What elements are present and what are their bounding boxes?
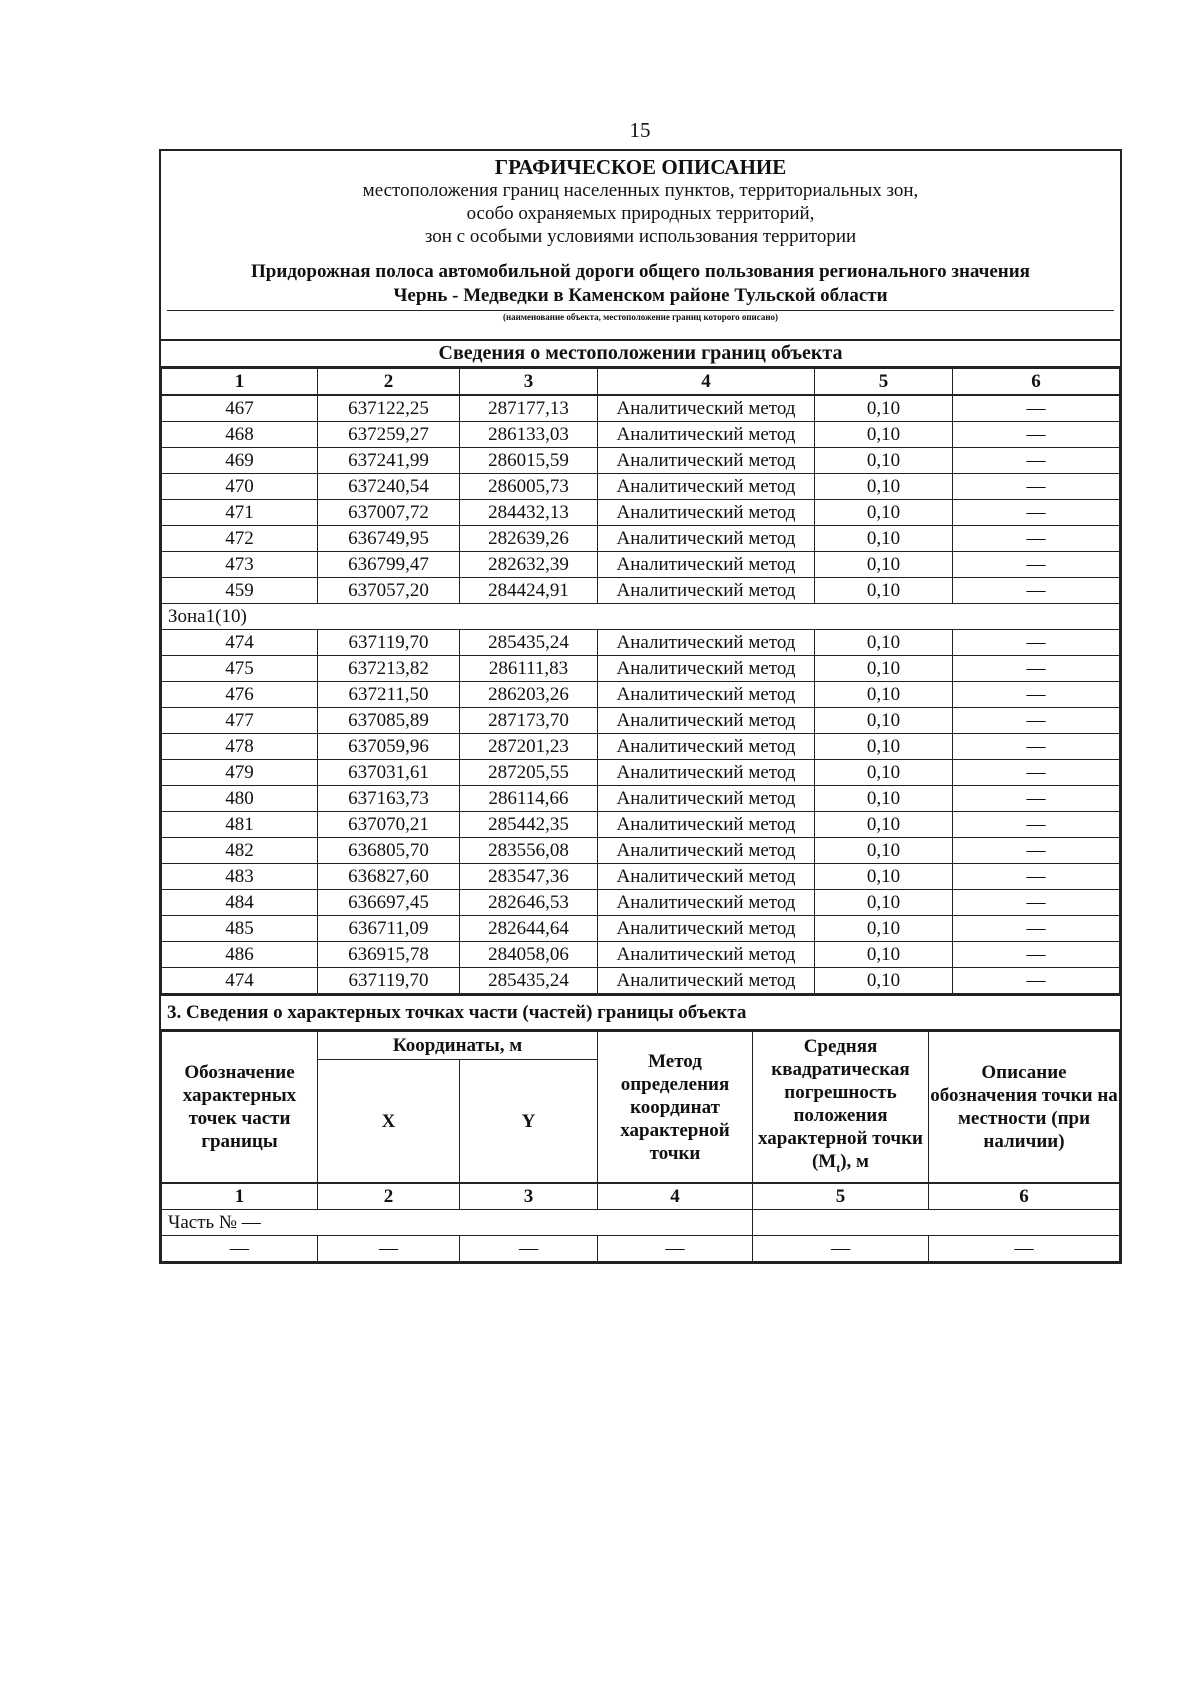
table-row bbox=[162, 630, 1120, 656]
description-cell: — bbox=[953, 500, 1120, 526]
point-number-cell: 478 bbox=[162, 734, 318, 760]
method-header: Метод определения координат характерной точки bbox=[598, 1032, 753, 1184]
method-cell: Аналитический метод bbox=[598, 630, 815, 656]
method-cell: Аналитический метод bbox=[598, 474, 815, 500]
rows-group-a bbox=[162, 395, 1120, 604]
table-row bbox=[162, 422, 1120, 448]
description-cell: — bbox=[953, 474, 1120, 500]
method-cell: Аналитический метод bbox=[598, 708, 815, 734]
subtitle-line-2: особо охраняемых природных территорий, bbox=[466, 203, 815, 224]
x-coordinate-cell: 637240,54 bbox=[318, 474, 460, 500]
x-coordinate-cell: 636827,60 bbox=[318, 864, 460, 890]
point-number-cell: 470 bbox=[162, 474, 318, 500]
y-coordinate-cell: 285442,35 bbox=[460, 812, 598, 838]
method-cell: Аналитический метод bbox=[598, 812, 815, 838]
column-number: 2 bbox=[318, 1183, 460, 1210]
precision-cell: 0,10 bbox=[815, 500, 953, 526]
table-row bbox=[162, 916, 1120, 942]
y-coordinate-cell: 282646,53 bbox=[460, 890, 598, 916]
description-cell: — bbox=[953, 526, 1120, 552]
column-header: 2 bbox=[318, 369, 460, 396]
zone-label: Зона1(10) bbox=[162, 604, 1120, 630]
table-row bbox=[162, 474, 1120, 500]
object-name-line-2: Чернь - Медведки в Каменском районе Тульской области bbox=[393, 285, 888, 306]
method-cell: Аналитический метод bbox=[598, 864, 815, 890]
x-coordinate-cell: 636799,47 bbox=[318, 552, 460, 578]
y-coordinate-cell: 286114,66 bbox=[460, 786, 598, 812]
point-number-cell: 469 bbox=[162, 448, 318, 474]
part-label: Часть № — bbox=[162, 1210, 753, 1236]
x-coordinate-cell: 637122,25 bbox=[318, 395, 460, 422]
x-coordinate-cell: 637059,96 bbox=[318, 734, 460, 760]
method-cell: Аналитический метод bbox=[598, 656, 815, 682]
table-row bbox=[162, 838, 1120, 864]
description-cell: — bbox=[953, 812, 1120, 838]
part-row bbox=[162, 1210, 1120, 1236]
coordinates-header: Координаты, м bbox=[318, 1032, 598, 1060]
x-coordinate-cell: 637057,20 bbox=[318, 578, 460, 604]
empty-cell: — bbox=[318, 1236, 460, 1262]
point-number-cell: 459 bbox=[162, 578, 318, 604]
x-coordinate-cell: 636697,45 bbox=[318, 890, 460, 916]
description-cell: — bbox=[953, 682, 1120, 708]
description-cell: — bbox=[953, 760, 1120, 786]
precision-cell: 0,10 bbox=[815, 552, 953, 578]
description-cell: — bbox=[953, 656, 1120, 682]
precision-cell: 0,10 bbox=[815, 786, 953, 812]
description-cell: — bbox=[953, 916, 1120, 942]
y-header: Y bbox=[460, 1060, 598, 1183]
subtitle-line-3: зон с особыми условиями использования территории bbox=[424, 226, 857, 247]
point-number-cell: 486 bbox=[162, 942, 318, 968]
column-number: 6 bbox=[929, 1183, 1120, 1210]
description-cell: — bbox=[953, 708, 1120, 734]
y-coordinate-cell: 282644,64 bbox=[460, 916, 598, 942]
y-coordinate-cell: 287201,23 bbox=[460, 734, 598, 760]
description-cell: — bbox=[953, 838, 1120, 864]
x-coordinate-cell: 637070,21 bbox=[318, 812, 460, 838]
precision-cell: 0,10 bbox=[815, 760, 953, 786]
table-row bbox=[162, 395, 1120, 422]
method-cell: Аналитический метод bbox=[598, 682, 815, 708]
x-coordinate-cell: 636805,70 bbox=[318, 838, 460, 864]
method-cell: Аналитический метод bbox=[598, 734, 815, 760]
table-row bbox=[162, 786, 1120, 812]
method-cell: Аналитический метод bbox=[598, 578, 815, 604]
column-number: 4 bbox=[598, 1183, 753, 1210]
method-cell: Аналитический метод bbox=[598, 942, 815, 968]
precision-cell: 0,10 bbox=[815, 422, 953, 448]
point-number-cell: 483 bbox=[162, 864, 318, 890]
precision-cell: 0,10 bbox=[815, 838, 953, 864]
x-coordinate-cell: 637241,99 bbox=[318, 448, 460, 474]
page-number: 15 bbox=[629, 118, 651, 142]
point-number-cell: 485 bbox=[162, 916, 318, 942]
method-cell: Аналитический метод bbox=[598, 760, 815, 786]
subtitle-line-1: местоположения границ населенных пунктов, территориальных зон, bbox=[362, 180, 919, 201]
description-cell: — bbox=[953, 448, 1120, 474]
precision-cell: 0,10 bbox=[815, 395, 953, 422]
section-title: Сведения о местоположении границ объекта bbox=[161, 341, 1120, 368]
table-row bbox=[162, 500, 1120, 526]
description-cell: — bbox=[953, 942, 1120, 968]
section3-title: 3. Сведения о характерных точках части (частей) границы объекта bbox=[161, 994, 1120, 1031]
column-header: 1 bbox=[162, 369, 318, 396]
precision-cell: 0,10 bbox=[815, 734, 953, 760]
y-coordinate-cell: 282639,26 bbox=[460, 526, 598, 552]
x-coordinate-cell: 636711,09 bbox=[318, 916, 460, 942]
table-row bbox=[162, 812, 1120, 838]
method-cell: Аналитический метод bbox=[598, 968, 815, 994]
method-cell: Аналитический метод bbox=[598, 552, 815, 578]
method-cell: Аналитический метод bbox=[598, 786, 815, 812]
precision-cell: 0,10 bbox=[815, 942, 953, 968]
description-cell: — bbox=[953, 864, 1120, 890]
description-cell: — bbox=[953, 734, 1120, 760]
precision-cell: 0,10 bbox=[815, 916, 953, 942]
table-row bbox=[162, 526, 1120, 552]
method-cell: Аналитический метод bbox=[598, 500, 815, 526]
y-coordinate-cell: 286133,03 bbox=[460, 422, 598, 448]
precision-cell: 0,10 bbox=[815, 448, 953, 474]
x-header: X bbox=[318, 1060, 460, 1183]
table-row bbox=[162, 656, 1120, 682]
precision-cell: 0,10 bbox=[815, 864, 953, 890]
object-caption: (наименование объекта, местоположение границ которого описано) bbox=[502, 312, 779, 322]
point-number-cell: 468 bbox=[162, 422, 318, 448]
point-number-cell: 475 bbox=[162, 656, 318, 682]
x-coordinate-cell: 637119,70 bbox=[318, 968, 460, 994]
x-coordinate-cell: 637259,27 bbox=[318, 422, 460, 448]
object-name-line-1: Придорожная полоса автомобильной дороги общего пользования регионального значения bbox=[251, 261, 1030, 282]
precision-cell: 0,10 bbox=[815, 968, 953, 994]
method-cell: Аналитический метод bbox=[598, 395, 815, 422]
description-cell: — bbox=[953, 395, 1120, 422]
column-number: 5 bbox=[753, 1183, 929, 1210]
table-row bbox=[162, 708, 1120, 734]
description-cell: — bbox=[953, 786, 1120, 812]
point-number-cell: 474 bbox=[162, 968, 318, 994]
rows-group-b bbox=[162, 630, 1120, 994]
column-number-row bbox=[162, 1183, 1120, 1210]
table-row bbox=[162, 552, 1120, 578]
y-coordinate-cell: 286111,83 bbox=[460, 656, 598, 682]
precision-cell: 0,10 bbox=[815, 474, 953, 500]
error-header: Средняя квадратическая погрешность положения характерной точки $(M_t)$, м bbox=[753, 1032, 929, 1184]
y-coordinate-cell: 283547,36 bbox=[460, 864, 598, 890]
description-cell: — bbox=[953, 578, 1120, 604]
precision-cell: 0,10 bbox=[815, 812, 953, 838]
description-cell: — bbox=[953, 422, 1120, 448]
description-cell: — bbox=[953, 630, 1120, 656]
document-title: ГРАФИЧЕСКОЕ ОПИСАНИЕ bbox=[494, 155, 787, 179]
designation-header: Обозначение характерных точек части границы bbox=[162, 1032, 318, 1184]
point-number-cell: 473 bbox=[162, 552, 318, 578]
method-cell: Аналитический метод bbox=[598, 526, 815, 552]
table-row bbox=[162, 890, 1120, 916]
precision-cell: 0,10 bbox=[815, 630, 953, 656]
precision-cell: 0,10 bbox=[815, 578, 953, 604]
description-cell: — bbox=[953, 890, 1120, 916]
table-row bbox=[162, 682, 1120, 708]
part-empty-cell bbox=[753, 1210, 1120, 1236]
y-coordinate-cell: 282632,39 bbox=[460, 552, 598, 578]
y-coordinate-cell: 284058,06 bbox=[460, 942, 598, 968]
table-row bbox=[162, 578, 1120, 604]
document-frame bbox=[159, 149, 1122, 1264]
y-coordinate-cell: 286015,59 bbox=[460, 448, 598, 474]
point-number-cell: 479 bbox=[162, 760, 318, 786]
y-coordinate-cell: 285435,24 bbox=[460, 630, 598, 656]
description-header: Описание обозначения точки на местности (при наличии) bbox=[929, 1032, 1120, 1184]
column-number: 1 bbox=[162, 1183, 318, 1210]
precision-cell: 0,10 bbox=[815, 682, 953, 708]
column-header: 5 bbox=[815, 369, 953, 396]
point-number-cell: 481 bbox=[162, 812, 318, 838]
method-cell: Аналитический метод bbox=[598, 422, 815, 448]
empty-cell: — bbox=[753, 1236, 929, 1262]
y-coordinate-cell: 287173,70 bbox=[460, 708, 598, 734]
x-coordinate-cell: 637211,50 bbox=[318, 682, 460, 708]
x-coordinate-cell: 637213,82 bbox=[318, 656, 460, 682]
column-header: 3 bbox=[460, 369, 598, 396]
x-coordinate-cell: 637031,61 bbox=[318, 760, 460, 786]
y-coordinate-cell: 284432,13 bbox=[460, 500, 598, 526]
column-header: 4 bbox=[598, 369, 815, 396]
description-cell: — bbox=[953, 968, 1120, 994]
table-row bbox=[162, 942, 1120, 968]
point-number-cell: 480 bbox=[162, 786, 318, 812]
point-number-cell: 472 bbox=[162, 526, 318, 552]
table-row bbox=[162, 968, 1120, 994]
precision-cell: 0,10 bbox=[815, 656, 953, 682]
boundary-points-table bbox=[161, 368, 1120, 994]
x-coordinate-cell: 637119,70 bbox=[318, 630, 460, 656]
x-coordinate-cell: 637085,89 bbox=[318, 708, 460, 734]
table-row bbox=[162, 864, 1120, 890]
part-points-table bbox=[161, 1031, 1120, 1262]
y-coordinate-cell: 287177,13 bbox=[460, 395, 598, 422]
point-number-cell: 476 bbox=[162, 682, 318, 708]
empty-data-row bbox=[162, 1236, 1120, 1262]
table-header-row bbox=[162, 369, 1120, 396]
y-coordinate-cell: 285435,24 bbox=[460, 968, 598, 994]
table-row bbox=[162, 760, 1120, 786]
point-number-cell: 467 bbox=[162, 395, 318, 422]
point-number-cell: 471 bbox=[162, 500, 318, 526]
method-cell: Аналитический метод bbox=[598, 916, 815, 942]
empty-cell: — bbox=[460, 1236, 598, 1262]
y-coordinate-cell: 283556,08 bbox=[460, 838, 598, 864]
table-header-row bbox=[162, 1032, 1120, 1060]
empty-cell: — bbox=[929, 1236, 1120, 1262]
point-number-cell: 482 bbox=[162, 838, 318, 864]
column-header: 6 bbox=[953, 369, 1120, 396]
precision-cell: 0,10 bbox=[815, 526, 953, 552]
empty-cell: — bbox=[598, 1236, 753, 1262]
x-coordinate-cell: 637163,73 bbox=[318, 786, 460, 812]
zone-row bbox=[162, 604, 1120, 630]
x-coordinate-cell: 636749,95 bbox=[318, 526, 460, 552]
precision-cell: 0,10 bbox=[815, 708, 953, 734]
point-number-cell: 484 bbox=[162, 890, 318, 916]
precision-cell: 0,10 bbox=[815, 890, 953, 916]
method-cell: Аналитический метод bbox=[598, 890, 815, 916]
table-row bbox=[162, 734, 1120, 760]
y-coordinate-cell: 286203,26 bbox=[460, 682, 598, 708]
table-row bbox=[162, 448, 1120, 474]
document-header bbox=[161, 151, 1120, 341]
x-coordinate-cell: 637007,72 bbox=[318, 500, 460, 526]
description-cell: — bbox=[953, 552, 1120, 578]
point-number-cell: 477 bbox=[162, 708, 318, 734]
y-coordinate-cell: 287205,55 bbox=[460, 760, 598, 786]
empty-cell: — bbox=[162, 1236, 318, 1262]
column-number: 3 bbox=[460, 1183, 598, 1210]
y-coordinate-cell: 284424,91 bbox=[460, 578, 598, 604]
method-cell: Аналитический метод bbox=[598, 448, 815, 474]
x-coordinate-cell: 636915,78 bbox=[318, 942, 460, 968]
point-number-cell: 474 bbox=[162, 630, 318, 656]
y-coordinate-cell: 286005,73 bbox=[460, 474, 598, 500]
method-cell: Аналитический метод bbox=[598, 838, 815, 864]
